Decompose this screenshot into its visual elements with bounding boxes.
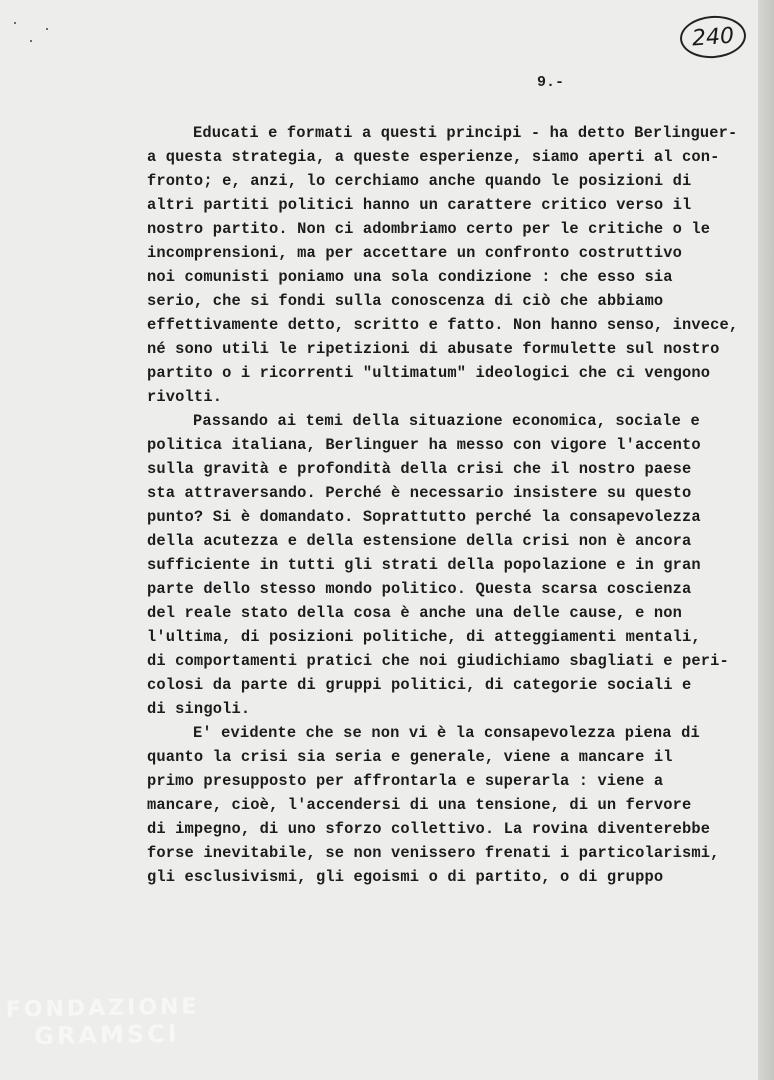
- text-line: Passando ai temi della situazione economica, sociale e: [193, 412, 700, 430]
- scan-page-edge: [758, 0, 774, 1080]
- text-line: a questa strategia, a queste esperienze, siamo aperti al con-: [147, 148, 720, 166]
- scan-speck: [46, 28, 48, 30]
- text-line: parte dello stesso mondo politico. Questa scarsa coscienza: [147, 580, 692, 598]
- scan-speck: [14, 22, 16, 24]
- text-line: Educati e formati a questi principi - ha detto Berlinguer-: [193, 124, 738, 142]
- text-line: né sono utili le ripetizioni di abusate formulette sul nostro: [147, 340, 720, 358]
- text-line: mancare, cioè, l'accendersi di una tensione, di un fervore: [147, 796, 692, 814]
- text-line: partito o i ricorrenti "ultimatum" ideologici che ci vengono: [147, 364, 711, 382]
- text-line: quanto la crisi sia seria e generale, viene a mancare il: [147, 748, 673, 766]
- fondazione-gramsci-watermark: [6, 994, 201, 1049]
- text-line: incomprensioni, ma per accettare un confronto costruttivo: [147, 244, 682, 262]
- text-line: l'ultima, di posizioni politiche, di atteggiamenti mentali,: [147, 628, 701, 646]
- text-line: di impegno, di uno sforzo collettivo. La rovina diventerebbe: [147, 820, 711, 838]
- text-line: fronto; e, anzi, lo cerchiamo anche quando le posizioni di: [147, 172, 692, 190]
- text-line: di singoli.: [147, 700, 251, 718]
- text-line: effettivamente detto, scritto e fatto. Non hanno senso, invece,: [147, 316, 739, 334]
- text-line: forse inevitabile, se non venissero frenati i particolarismi,: [147, 844, 720, 862]
- page-number: 9.-: [537, 74, 565, 91]
- text-line: politica italiana, Berlinguer ha messo con vigore l'accento: [147, 436, 701, 454]
- watermark-line-1: FONDAZIONE: [5, 994, 200, 1023]
- text-line: del reale stato della cosa è anche una delle cause, e non: [147, 604, 682, 622]
- text-line: rivolti.: [147, 388, 223, 406]
- text-line: sufficiente in tutti gli strati della popolazione e in gran: [147, 556, 701, 574]
- text-line: nostro partito. Non ci adombriamo certo per le critiche o le: [147, 220, 711, 238]
- watermark-line-2: GRAMSCI: [33, 1019, 180, 1051]
- text-line: sta attraversando. Perché è necessario insistere su questo: [147, 484, 692, 502]
- text-line: colosi da parte di gruppi politici, di categorie sociali e: [147, 676, 692, 694]
- text-line: punto? Si è domandato. Soprattutto perché la consapevolezza: [147, 508, 701, 526]
- text-line: sulla gravità e profondità della crisi che il nostro paese: [147, 460, 692, 478]
- scan-speck: [30, 40, 32, 42]
- text-line: gli esclusivismi, gli egoismi o di partito, o di gruppo: [147, 868, 664, 886]
- text-line: noi comunisti poniamo una sola condizione : che esso sia: [147, 268, 673, 286]
- text-line: di comportamenti pratici che noi giudichiamo sbagliati e peri-: [147, 652, 729, 670]
- text-line: serio, che si fondi sulla conoscenza di ciò che abbiamo: [147, 292, 664, 310]
- text-line: altri partiti politici hanno un carattere critico verso il: [147, 196, 692, 214]
- text-line: E' evidente che se non vi è la consapevolezza piena di: [193, 724, 700, 742]
- text-line: della acutezza e della estensione della crisi non è ancora: [147, 532, 692, 550]
- text-line: primo presupposto per affrontarla e superarla : viene a: [147, 772, 664, 790]
- archive-number-stamp: 240: [679, 14, 748, 61]
